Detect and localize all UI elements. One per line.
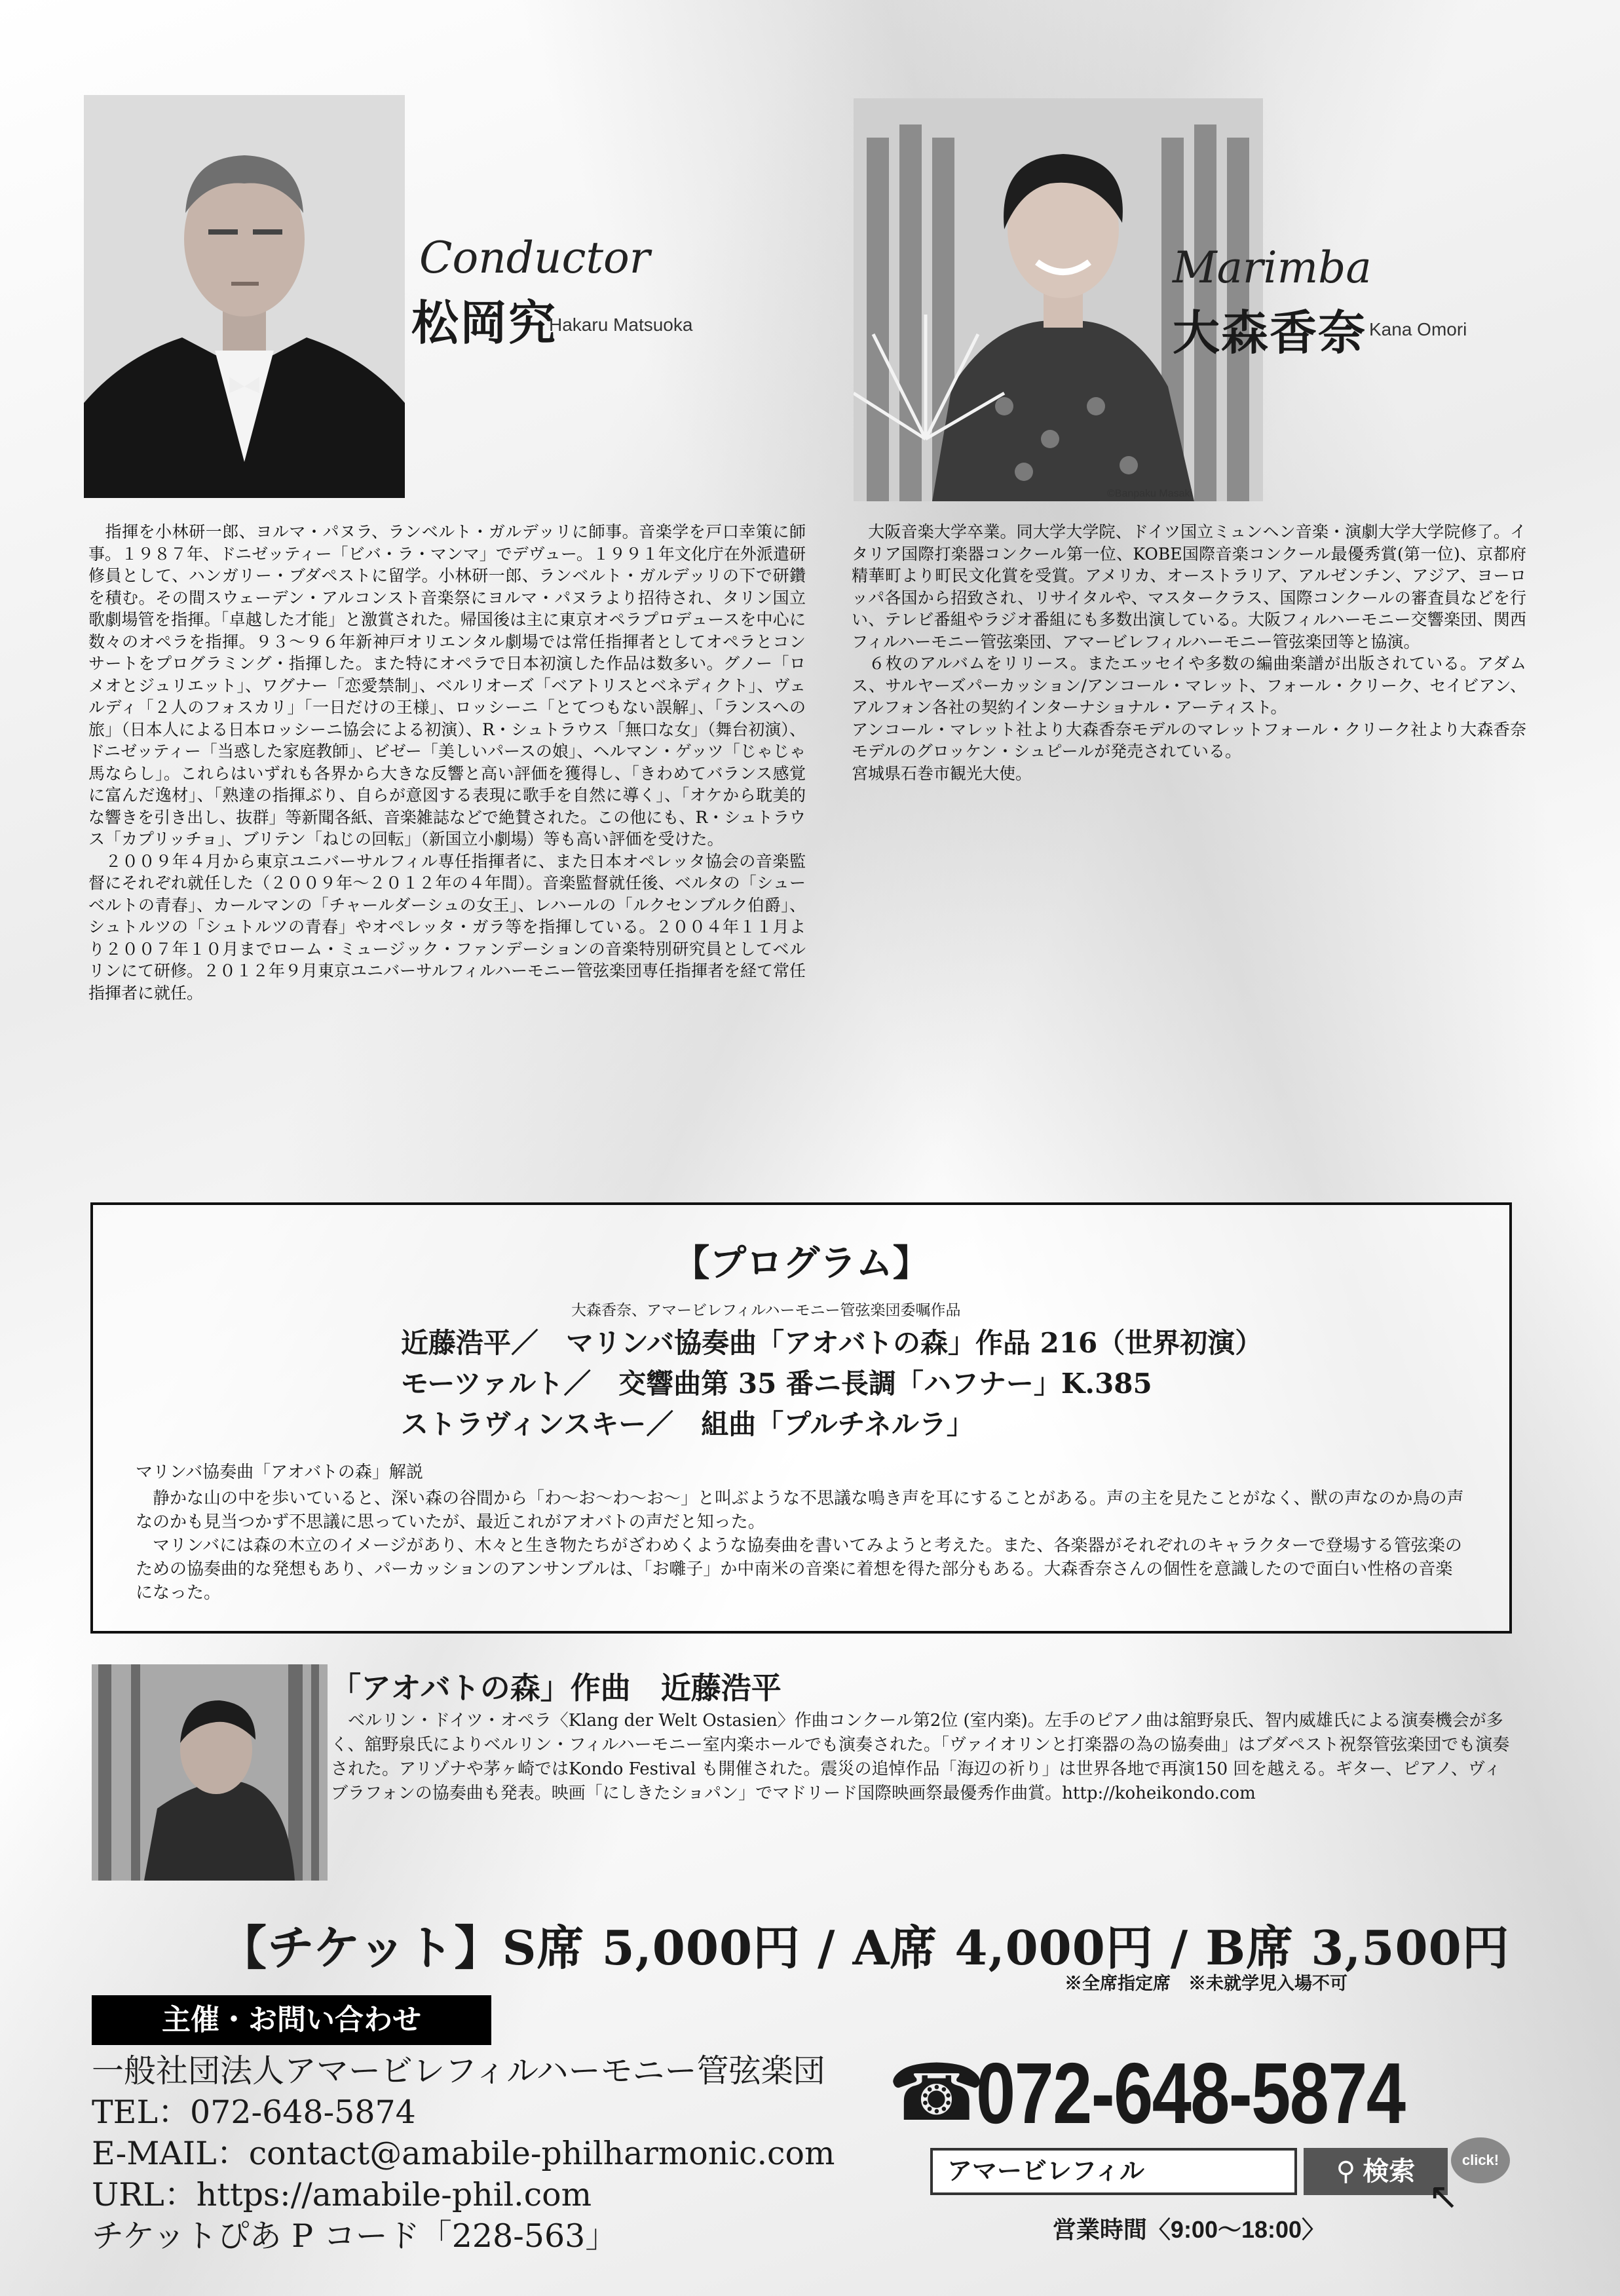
cursor-icon: ↖ — [1428, 2175, 1459, 2218]
marimba-romaji: Kana Omori — [1369, 319, 1467, 339]
program-title: 【プログラム】 — [673, 1242, 930, 1285]
marimba-bio: 大阪音楽大学卒業。同大学大学院、ドイツ国立ミュンヘン音楽・演劇大学大学院修了。イタリア国際打楽器コンクール第一位、KOBE国際音楽コンクール最優秀賞(第一位)、京都府精華町より町民文化賞を受賞。アメリカ、オーストラリア、アルゼンチン、アジア、ヨーロッパ各国から招致され、リサイタルや、マスタークラス、国際コンクールの審査員などを行い、テレビ番組やラジオ番組にも多数出演している。大阪フィルハーモニー交響楽団、関西フィルハーモニー管弦楽団、アマービレフィルハーモニー管弦楽団等と協演。 ６枚のアルバムをリリース。またエッセイや多数の編曲楽譜が出版されている。アダムス、サルヤーズパーカッション/アンコール・マレット、フォール・クリーク、セイビアン、アルフォン各社の契約インターナショナル・アーティスト。 アンコール・マレット社より大森香奈モデルのマレットフォール・クリーク社より大森香奈モデルのグロッケン・シュピールが発売されている。 宮城県石巻市観光大使。 — [852, 522, 1526, 783]
program-notes: 静かな山の中を歩いていると、深い森の谷間から「わ～お～わ～お～」と叫ぶような不思議な鳴き声を耳にすることがある。声の主を見たことがなく、獣の声なのか鳥の声なのかも見当つかず不思議に思っていたが、最近これがアオバトの声だと知った。 マリンバには森の木立のイメージがあり、木々と生き物たちがざわめくような協奏曲を書いてみようと考えた。また、各楽器がそれぞれのキャラクターで登場する管弦楽のための協奏曲的な発想もあり、パーカッションのアンサンブルは、「お囃子」か中南米の音楽に着想を得た部分もある。大森香奈さんの個性を意識したので面白い性格の音楽になった。 — [136, 1489, 1464, 1603]
contact-pia-code: チケットぴあ P コード「228-563」 — [92, 2217, 618, 2255]
contact-email[interactable]: E-MAIL：contact@amabile-philharmonic.com — [92, 2135, 835, 2172]
search-input[interactable]: アマービレフィル — [930, 2148, 1297, 2195]
program-work-3: ストラヴィンスキー／ 組曲「プルチネルラ」 — [401, 1408, 974, 1440]
marimba-name: 大森香奈 — [1173, 305, 1367, 360]
program-notes-title: マリンバ協奏曲「アオバトの森」解説 — [136, 1463, 423, 1482]
contact-heading: 主催・お問い合わせ — [92, 1995, 491, 2045]
program-work-1: 近藤浩平／ マリンバ協奏曲「アオバトの森」作品 216（世界初演） — [401, 1327, 1263, 1359]
conductor-role-label: Conductor — [419, 233, 650, 283]
composer-bio: ベルリン・ドイツ・オペラ〈Klang der Welt Ostasien〉作曲コンクール第2位 (室内楽)。左手のピアノ曲は舘野泉氏、智内威雄氏による演奏機会が多く、舘野泉氏によりベルリン・フィルハーモニー室内楽ホールでも演奏された。「ヴァイオリンと打楽器の為の協奏曲」はブダペスト祝祭管弦楽団でも演奏された。アリゾナや茅ヶ崎ではKondo Festival も開催された。震災の追悼作品「海辺の祈り」は世界各地で再演150 回を越える。ギター、ピアノ、ヴィブラフォンの協奏曲も発表。映画「にしきたショパン」でマドリード国際映画祭最優秀作曲賞。http://koheikondo.com — [331, 1711, 1510, 1803]
phone-icon: ☎ — [888, 2048, 986, 2139]
phone-number-large[interactable]: 072-648-5874 — [976, 2045, 1405, 2141]
contact-org: 一般社団法人アマービレフィルハーモニー管弦楽団 — [92, 2052, 825, 2090]
conductor-photo — [84, 95, 405, 498]
business-hours: 営業時間〈9:00～18:00〉 — [1052, 2216, 1326, 2243]
program-work-2: モーツァルト／ 交響曲第 35 番ニ長調「ハフナー」K.385 — [401, 1368, 1152, 1400]
marimba-role-label: Marimba — [1173, 242, 1372, 293]
search-button-label: 検索 — [1363, 2157, 1416, 2186]
conductor-romaji: Hakaru Matsuoka — [549, 315, 693, 335]
contact-url[interactable]: URL：https://amabile-phil.com — [92, 2176, 592, 2213]
program-box — [90, 1202, 1512, 1634]
program-commission-note: 大森香奈、アマービレフィルハーモニー管弦楽団委嘱作品 — [571, 1302, 961, 1319]
search-icon: ⚲ — [1336, 2156, 1356, 2187]
conductor-bio: 指揮を小林研一郎、ヨルマ・パヌラ、ランベルト・ガルデッリに師事。音楽学を戸口幸策に師事。１９８７年、ドニゼッティー「ビバ・ラ・マンマ」でデヴュー。１９９１年文化庁在外派遣研修員として、ハンガリー・ブダペストに留学。小林研一郎、ランベルト・ガルデッリの下で研鑽を積む。その間スウェーデン・アルコンスト音楽祭にヨルマ・パヌラより招待され、タリン国立歌劇場管を指揮。「卓越した才能」と激賞された。帰国後は主に東京オペラプロデュースを中心に数々のオペラを指揮。９３～９６年新神戸オリエンタル劇場では常任指揮者としてオペラとコンサートをプログラミング・指揮した。また特にオペラで日本初演した作品は数多い。グノー「ロメオとジュリエット」、ワグナー「恋愛禁制」、ベルリオーズ「ベアトリスとベネディクト」、ヴェルディ「２人のフォスカリ」「一日だけの王様」、ロッシーニ「とてつもない誤解」、「ランスへの旅」（日本人による日本ロッシーニ協会による初演）、R・シュトラウス「無口な女」（舞台初演）、ドニゼッティー「当惑した家庭教師」、ビゼー「美しいパースの娘」、ヘルマン・ゲッツ「じゃじゃ馬ならし」。これらはいずれも各界から大きな反響と高い評価を獲得し、「きわめてバランス感覚に富んだ逸材」、「熟達の指揮ぶり、自らが意図する表現に歌手を自然に導く」、「オケから耽美的な響きを引き出し、抜群」等新聞各紙、音楽雑誌などで絶賛された。この他にも、R・シュトラウス「カプリッチョ」、ブリテン「ねじの回転」（新国立小劇場）等も高い評価を受けた。 ２００９年４月から東京ユニバーサルフィル専任指揮者に、また日本オペレッタ協会の音楽監督にそれぞれ就任した（２００９年～２０１２年の４年間）。音楽監督就任後、ベルタの「シューベルトの青春」、カールマンの「チャールダーシュの女王」、レハールの「ルクセンブルク伯爵」、シュトルツの「シュトルツの青春」やオペレッタ・ガラ等を指揮している。２００４年１１月より２００７年１０月までローム・ミュージック・ファンデーションの音楽特別研究員としてベルリンにて研修。２０１２年９月東京ユニバーサルフィルハーモニー管弦楽団専任指揮者を経て常任指揮者に就任。 — [88, 522, 806, 1003]
photo-credit: ©Banpaku Masaki — [1107, 488, 1193, 499]
click-label: click! — [1461, 2152, 1499, 2168]
click-bubble — [1451, 2137, 1510, 2183]
ticket-note: ※全席指定席 ※未就学児入場不可 — [1064, 1974, 1347, 1994]
conductor-name: 松岡究 — [411, 295, 557, 351]
contact-tel: TEL：072-648-5874 — [92, 2094, 416, 2131]
search-button[interactable] — [1304, 2148, 1448, 2195]
ticket-prices: 【チケット】S席 5,000円 / A席 4,000円 / B席 3,500円 — [219, 1920, 1510, 1976]
composer-photo — [92, 1664, 328, 1881]
composer-heading: 「アオバトの森」作曲 近藤浩平 — [331, 1670, 782, 1706]
